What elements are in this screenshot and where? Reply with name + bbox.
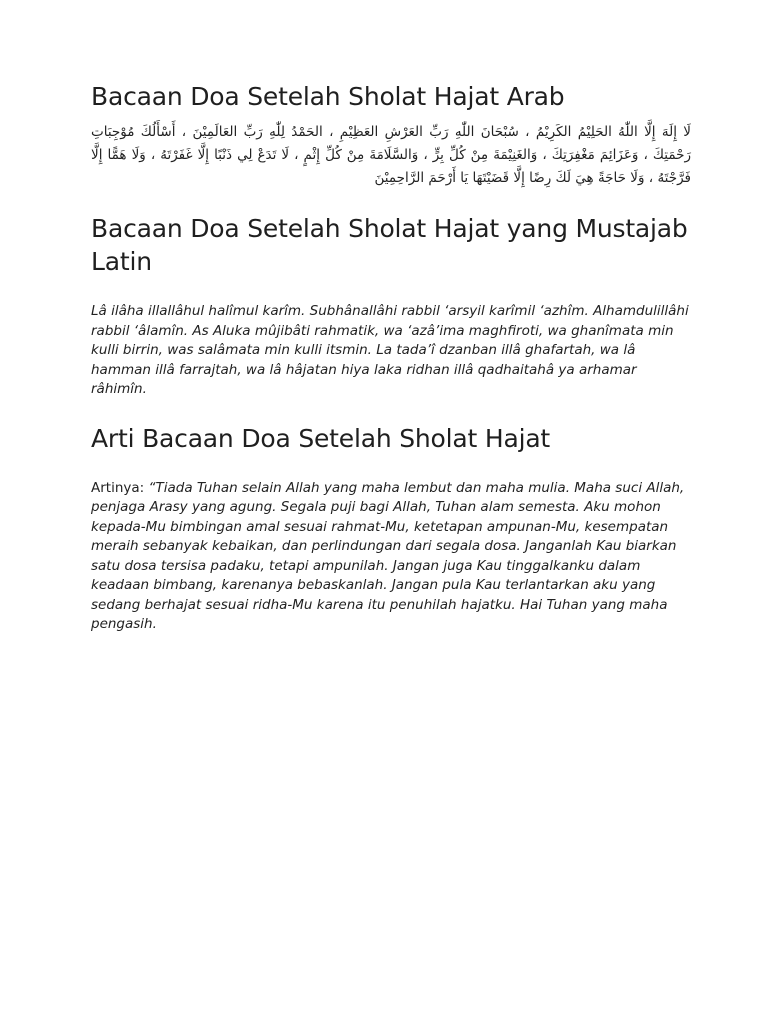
latin-transliteration-text: Lâ ilâha illallâhul halîmul karîm. Subhânallâhi rabbil ‘arsyil karîmil ‘azhîm. Alhamdulillâhi rabbil ‘âlamîn. As Aluka mûjibâti rahmatik, wa ‘azâ’ima maghfiroti, wa ghanîmata min kulli birrin, was salâmata min kulli itsmin. La tada’î dzanban illâ ghafartah, wa lâ hamman illâ farrajtah, wa lâ hâjatan hiya laka ridhan illâ qadhaitahâ ya arhamar râhimîn. [91,303,689,397]
meaning-paragraph [91,479,691,635]
heading-arabic-prayer: Bacaan Doa Setelah Sholat Hajat Arab [91,82,565,111]
meaning-label: Artinya: [91,479,149,496]
heading-meaning: Arti Bacaan Doa Setelah Sholat Hajat [91,423,551,453]
arabic-prayer-text: لَا إِلَهَ إِلَّا اللّٰهُ الحَلِيْمُ الكَرِيْمُ ، سُبْحَانَ اللّٰهِ رَبِّ العَرْشِ العَظِيْمِ ، الحَمْدُ لِلّٰهِ رَبِّ العَالَمِيْنَ ، أَسْأَلُكَ مُوْجِبَاتِ رَحْمَتِكَ ، وَعَزَائِمَ مَغْفِرَتِكَ ، وَالغَنِيْمَةَ مِنْ كُلِّ بِرٍّ ، وَالسَّلَامَةَ مِنْ كُلِّ إِثْمٍ ، لَا تَدَعْ لِي ذَنْبًا إِلَّا غَفَرْتَهُ ، وَلَا هَمًّا إِلَّا فَرَّجْتَهُ ، وَلَا حَاجَةً هِيَ لَكَ رِضًا إِلَّا قَضَيْتَهَا يَا أَرْحَمَ الرَّاحِمِيْنَ [91,124,691,186]
heading-latin-transliteration: Bacaan Doa Setelah Sholat Hajat yang Mustajab Latin [91,214,688,276]
article [91,80,691,635]
meaning-text: “Tiada Tuhan selain Allah yang maha lembut dan maha mulia. Maha suci Allah, penjaga Arasy yang agung. Segala puji bagi Allah, Tuhan alam semesta. Aku mohon kepada-Mu bimbingan amal sesuai rahmat-Mu, ketetapan ampunan-Mu, kesempatan meraih sebanyak kebaikan, dan perlindungan dari segala dosa. Janganlah Kau biarkan satu dosa tersisa padaku, tetapi ampunilah. Jangan juga Kau tinggalkanku dalam keadaan bimbang, karenanya bebaskanlah. Jangan pula Kau terlantarkan aku yang sedang berhajat sesuai ridha-Mu karena itu penuhilah hajatku. Hai Tuhan yang maha pengasih. [91,479,685,632]
